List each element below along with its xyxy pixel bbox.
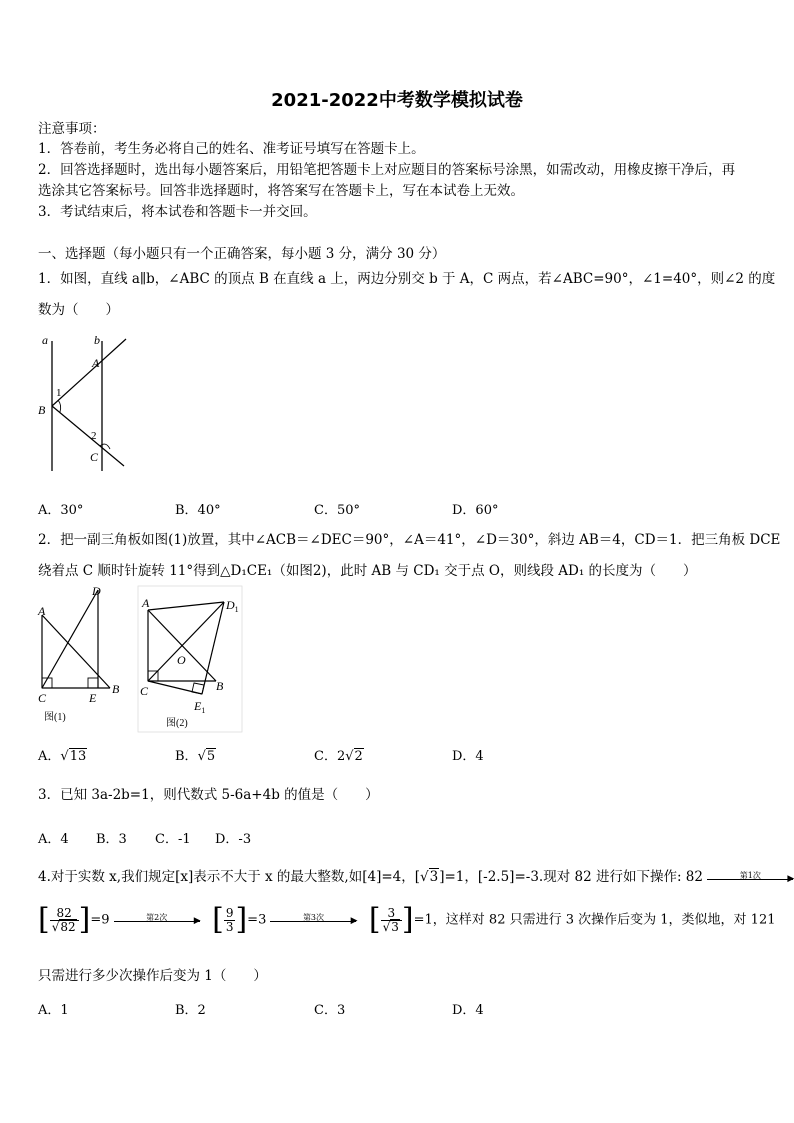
q4-arrow-2: 第2次 ▶ <box>114 918 200 922</box>
q3-option-c[interactable]: C．-1 <box>155 832 191 847</box>
q2-fig1-label-A: A <box>38 604 46 618</box>
q2-stem-line1: 2．把一副三角板如图(1)放置，其中∠ACB＝∠DEC＝90°，∠A＝41°，∠D＝30°，斜边 AB＝4，CD＝1．把三角板 DCE <box>38 532 781 548</box>
q1-option-d[interactable]: D．60° <box>452 503 499 518</box>
q2-fig2-label-B: B <box>216 679 224 693</box>
q3-option-a[interactable]: A．4 <box>38 832 69 847</box>
q2-fig2-label-E1: $E_1$ <box>194 699 206 715</box>
notice-item-1: 1．答卷前，考生务必将自己的姓名、准考证号填写在答题卡上。 <box>38 141 425 157</box>
q1-option-a[interactable]: A．30° <box>38 503 84 518</box>
q1-option-c[interactable]: C．50° <box>314 503 360 518</box>
q1-figure <box>36 333 132 483</box>
q2-figures <box>34 585 244 733</box>
q2-option-b[interactable]: B．√5 <box>175 749 216 764</box>
q1-stem-line1: 1．如图，直线 a∥b，∠ABC 的顶点 B 在直线 a 上，两边分别交 b 于 A，C 两点，若∠ABC=90°，∠1=40°，则∠2 的度 <box>38 271 776 287</box>
q1-stem-line2: 数为（ ） <box>38 302 119 318</box>
q1-option-b[interactable]: B．40° <box>175 503 221 518</box>
q2-fig2-label-O: O <box>177 653 186 667</box>
q4-option-a[interactable]: A．1 <box>38 1003 69 1018</box>
q2-option-a[interactable]: A．√13 <box>38 749 87 764</box>
q1-label-angle1: 1 <box>56 387 62 399</box>
q2-option-c[interactable]: C．2√2 <box>314 749 363 764</box>
q2-fig2-label-C: C <box>140 684 149 698</box>
q2-fig1-label-C: C <box>38 691 47 705</box>
notice-item-3: 3．考试结束后，将本试卷和答题卡一并交回。 <box>38 204 317 220</box>
notice-item-2: 2．回答选择题时，选出每小题答案后，用铅笔把答题卡上对应题目的答案标号涂黑，如需改动，用橡皮擦干净后，再 <box>38 162 736 178</box>
q2-fig1-label-E: E <box>89 691 97 705</box>
q4-arrow-3: 第3次 ▶ <box>270 918 356 922</box>
section-heading: 一、选择题（每小题只有一个正确答案，每小题 3 分，满分 30 分） <box>38 246 446 262</box>
q4-option-c[interactable]: C．3 <box>314 1003 346 1018</box>
q2-figure-2 <box>138 586 242 732</box>
q4-arrow-1: 第1次 ▶ <box>707 876 793 880</box>
q2-fig1-label-B: B <box>112 682 120 696</box>
notice-heading: 注意事项： <box>38 121 106 137</box>
q1-label-C: C <box>90 450 99 464</box>
q1-label-a: a <box>42 333 48 347</box>
notice-item-2-cont: 选涂其它答案标号。回答非选择题时，将答案写在答题卡上，写在本试卷上无效。 <box>38 183 524 199</box>
q2-option-d[interactable]: D．4 <box>452 749 484 764</box>
q4-option-b[interactable]: B．2 <box>175 1003 206 1018</box>
q1-label-angle2: 2 <box>91 430 97 442</box>
q4-option-d[interactable]: D．4 <box>452 1003 484 1018</box>
q2-fig1-label-D: D <box>92 585 101 598</box>
q2-fig2-caption: 图(2) <box>166 718 188 729</box>
q4-stem-line1: 4.对于实数 x,我们规定[x]表示不大于 x 的最大整数,如[4]=4，[√3]=1，[-2.5]=-3.现对 82 进行如下操作: 82 第1次 ▶ <box>38 869 794 885</box>
q2-fig2-label-D1: $D_1$ <box>226 598 239 614</box>
q1-label-b: b <box>94 333 100 347</box>
q3-stem: 3．已知 3a-2b=1，则代数式 5-6a+4b 的值是（ ） <box>38 787 379 803</box>
q2-figure-1 <box>37 585 120 723</box>
q4-stem-line2: [ $\frac{82}{√82}$ ]=9 第2次 ▶ [ $\frac{9}{3}$ ]=3 第3次 ▶ [ $\frac{3}{√3}$ ]=1，这样对 82 只需进行 3 次操作后变为 1，类似地，对 121 <box>38 902 776 937</box>
q1-label-B: B <box>38 403 46 417</box>
q2-stem-line2: 绕着点 C 顺时针旋转 11°得到△D₁CE₁（如图2)，此时 AB 与 CD₁ 交于点 O，则线段 AD₁ 的长度为（ ） <box>38 563 697 579</box>
q3-option-d[interactable]: D．-3 <box>215 832 252 847</box>
q2-fig1-caption: 图(1) <box>44 712 66 723</box>
q3-option-b[interactable]: B．3 <box>96 832 127 847</box>
q1-label-A: A <box>92 356 100 370</box>
q4-stem-line3: 只需进行多少次操作后变为 1（ ） <box>38 968 267 984</box>
q2-fig2-label-A: A <box>142 596 150 610</box>
page-title: 2021-2022中考数学模拟试卷 <box>271 90 523 111</box>
